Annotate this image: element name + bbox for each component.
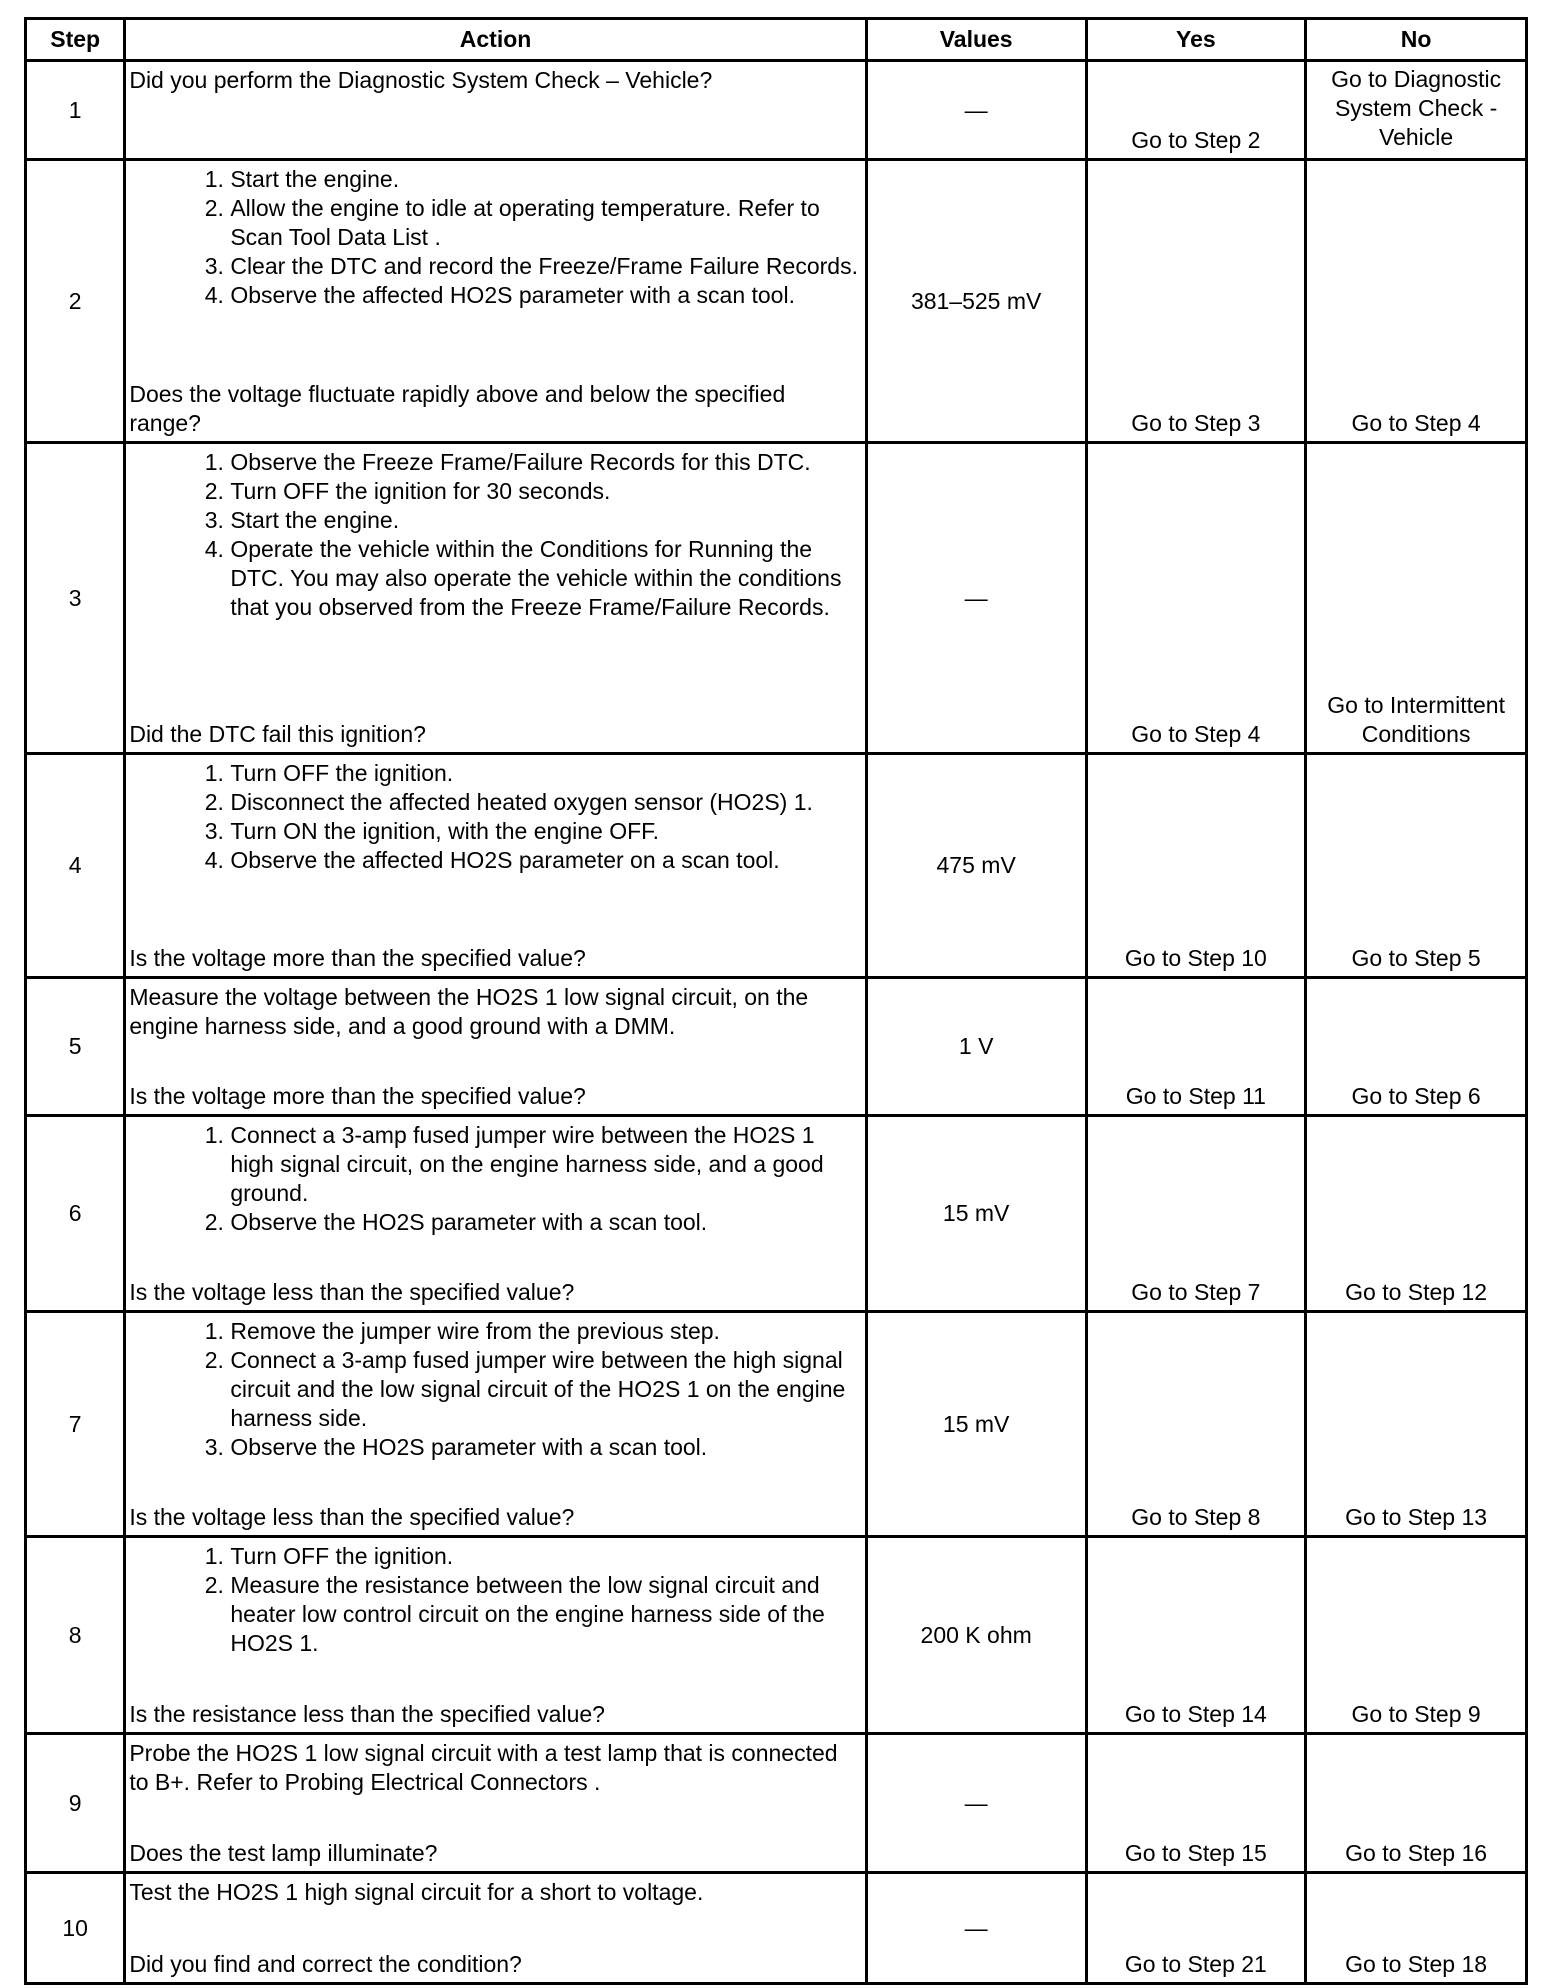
step-number: 4	[26, 754, 125, 978]
value-cell: —	[866, 1734, 1086, 1873]
action-step: 1. Remove the jumper wire from the previous step.	[230, 1317, 858, 1346]
action-question: Is the resistance less than the specified value?	[129, 1701, 605, 1727]
table-row	[26, 1873, 1527, 1984]
table-row	[26, 754, 1527, 978]
action-question: Did you perform the Diagnostic System Check – Vehicle?	[129, 67, 713, 93]
no-cell: Go to Step 12	[1306, 1116, 1527, 1312]
action-cell	[125, 61, 866, 160]
table-row	[26, 1312, 1527, 1537]
value-cell: 15 mV	[866, 1312, 1086, 1537]
value-cell: 15 mV	[866, 1116, 1086, 1312]
action-step: 2. Measure the resistance between the low signal circuit and heater low control circuit on the engine harness side of the HO2S 1.	[230, 1571, 858, 1658]
action-step: 4. Operate the vehicle within the Conditions for Running the DTC. You may also operate the vehicle within the conditions that you observed from the Freeze Frame/Failure Records.	[230, 535, 858, 622]
action-question: Is the voltage less than the specified value?	[129, 1504, 575, 1530]
no-cell: Go to Intermittent Conditions	[1306, 443, 1527, 754]
yes-cell: Go to Step 3	[1086, 160, 1306, 443]
header-action: Action	[125, 19, 866, 61]
action-steps	[129, 759, 858, 875]
action-cell	[125, 160, 866, 443]
no-cell: Go to Step 16	[1306, 1734, 1527, 1873]
header-yes: Yes	[1086, 19, 1306, 61]
header-step: Step	[26, 19, 125, 61]
action-question: Does the voltage fluctuate rapidly above and below the specified range?	[129, 381, 786, 436]
header-no: No	[1306, 19, 1527, 61]
action-question: Did the DTC fail this ignition?	[129, 721, 426, 747]
table-row	[26, 1734, 1527, 1873]
step-number: 3	[26, 443, 125, 754]
action-step: 3. Observe the HO2S parameter with a scan tool.	[230, 1433, 858, 1462]
action-cell	[125, 1734, 866, 1873]
yes-cell: Go to Step 14	[1086, 1537, 1306, 1734]
value-cell: 381–525 mV	[866, 160, 1086, 443]
value-cell: 1 V	[866, 978, 1086, 1116]
action-step: 2. Disconnect the affected heated oxygen sensor (HO2S) 1.	[230, 788, 858, 817]
table-row	[26, 1116, 1527, 1312]
action-text: Probe the HO2S 1 low signal circuit with a test lamp that is connected to B+. Refer to Probing Electrical Connectors .	[129, 1740, 838, 1795]
yes-cell: Go to Step 21	[1086, 1873, 1306, 1984]
action-steps	[129, 1542, 858, 1658]
action-cell	[125, 1873, 866, 1984]
header-row	[26, 19, 1527, 61]
step-number: 10	[26, 1873, 125, 1984]
action-question: Is the voltage more than the specified value?	[129, 945, 586, 971]
action-text: Measure the voltage between the HO2S 1 low signal circuit, on the engine harness side, and a good ground with a DMM.	[129, 984, 809, 1039]
no-cell: Go to Step 13	[1306, 1312, 1527, 1537]
no-cell: Go to Step 5	[1306, 754, 1527, 978]
action-steps	[129, 448, 858, 622]
yes-cell: Go to Step 15	[1086, 1734, 1306, 1873]
action-step: 1. Observe the Freeze Frame/Failure Records for this DTC.	[230, 448, 858, 477]
step-number: 8	[26, 1537, 125, 1734]
yes-cell: Go to Step 10	[1086, 754, 1306, 978]
action-cell	[125, 1537, 866, 1734]
action-question: Does the test lamp illuminate?	[129, 1840, 438, 1866]
no-cell: Go to Diagnostic System Check - Vehicle	[1306, 61, 1527, 160]
step-number: 5	[26, 978, 125, 1116]
action-text: Test the HO2S 1 high signal circuit for a short to voltage.	[129, 1879, 704, 1905]
action-cell	[125, 1312, 866, 1537]
table-row	[26, 978, 1527, 1116]
action-steps	[129, 1121, 858, 1237]
action-steps	[129, 165, 858, 310]
action-step: 2. Observe the HO2S parameter with a scan tool.	[230, 1208, 858, 1237]
diagnostic-table	[24, 17, 1528, 1985]
action-question: Is the voltage less than the specified value?	[129, 1279, 575, 1305]
yes-cell: Go to Step 2	[1086, 61, 1306, 160]
table-row	[26, 443, 1527, 754]
action-step: 1. Turn OFF the ignition.	[230, 759, 858, 788]
action-step: 1. Start the engine.	[230, 165, 858, 194]
action-question: Is the voltage more than the specified value?	[129, 1083, 586, 1109]
action-cell	[125, 754, 866, 978]
action-step: 1. Turn OFF the ignition.	[230, 1542, 858, 1571]
action-step: 2. Allow the engine to idle at operating temperature. Refer to Scan Tool Data List .	[230, 194, 858, 252]
no-cell: Go to Step 18	[1306, 1873, 1527, 1984]
step-number: 6	[26, 1116, 125, 1312]
no-cell: Go to Step 6	[1306, 978, 1527, 1116]
step-number: 1	[26, 61, 125, 160]
action-step: 4. Observe the affected HO2S parameter with a scan tool.	[230, 281, 858, 310]
action-step: 2. Turn OFF the ignition for 30 seconds.	[230, 477, 858, 506]
action-question: Did you find and correct the condition?	[129, 1951, 522, 1977]
header-values: Values	[866, 19, 1086, 61]
action-cell	[125, 978, 866, 1116]
step-number: 9	[26, 1734, 125, 1873]
value-cell: 200 K ohm	[866, 1537, 1086, 1734]
table-row	[26, 1537, 1527, 1734]
action-cell	[125, 443, 866, 754]
no-cell: Go to Step 4	[1306, 160, 1527, 443]
action-step: 2. Connect a 3-amp fused jumper wire between the high signal circuit and the low signal circuit of the HO2S 1 on the engine harness side.	[230, 1346, 858, 1433]
step-number: 7	[26, 1312, 125, 1537]
action-cell	[125, 1116, 866, 1312]
table-row	[26, 61, 1527, 160]
action-steps	[129, 1317, 858, 1462]
value-cell: —	[866, 443, 1086, 754]
yes-cell: Go to Step 8	[1086, 1312, 1306, 1537]
no-cell: Go to Step 9	[1306, 1537, 1527, 1734]
value-cell: —	[866, 1873, 1086, 1984]
table-row	[26, 160, 1527, 443]
action-step: 3. Clear the DTC and record the Freeze/Frame Failure Records.	[230, 252, 858, 281]
yes-cell: Go to Step 11	[1086, 978, 1306, 1116]
value-cell: —	[866, 61, 1086, 160]
action-step: 3. Start the engine.	[230, 506, 858, 535]
action-step: 1. Connect a 3-amp fused jumper wire between the HO2S 1 high signal circuit, on the engine harness side, and a good ground.	[230, 1121, 858, 1208]
step-number: 2	[26, 160, 125, 443]
action-step: 4. Observe the affected HO2S parameter on a scan tool.	[230, 846, 858, 875]
yes-cell: Go to Step 4	[1086, 443, 1306, 754]
action-step: 3. Turn ON the ignition, with the engine OFF.	[230, 817, 858, 846]
value-cell: 475 mV	[866, 754, 1086, 978]
yes-cell: Go to Step 7	[1086, 1116, 1306, 1312]
